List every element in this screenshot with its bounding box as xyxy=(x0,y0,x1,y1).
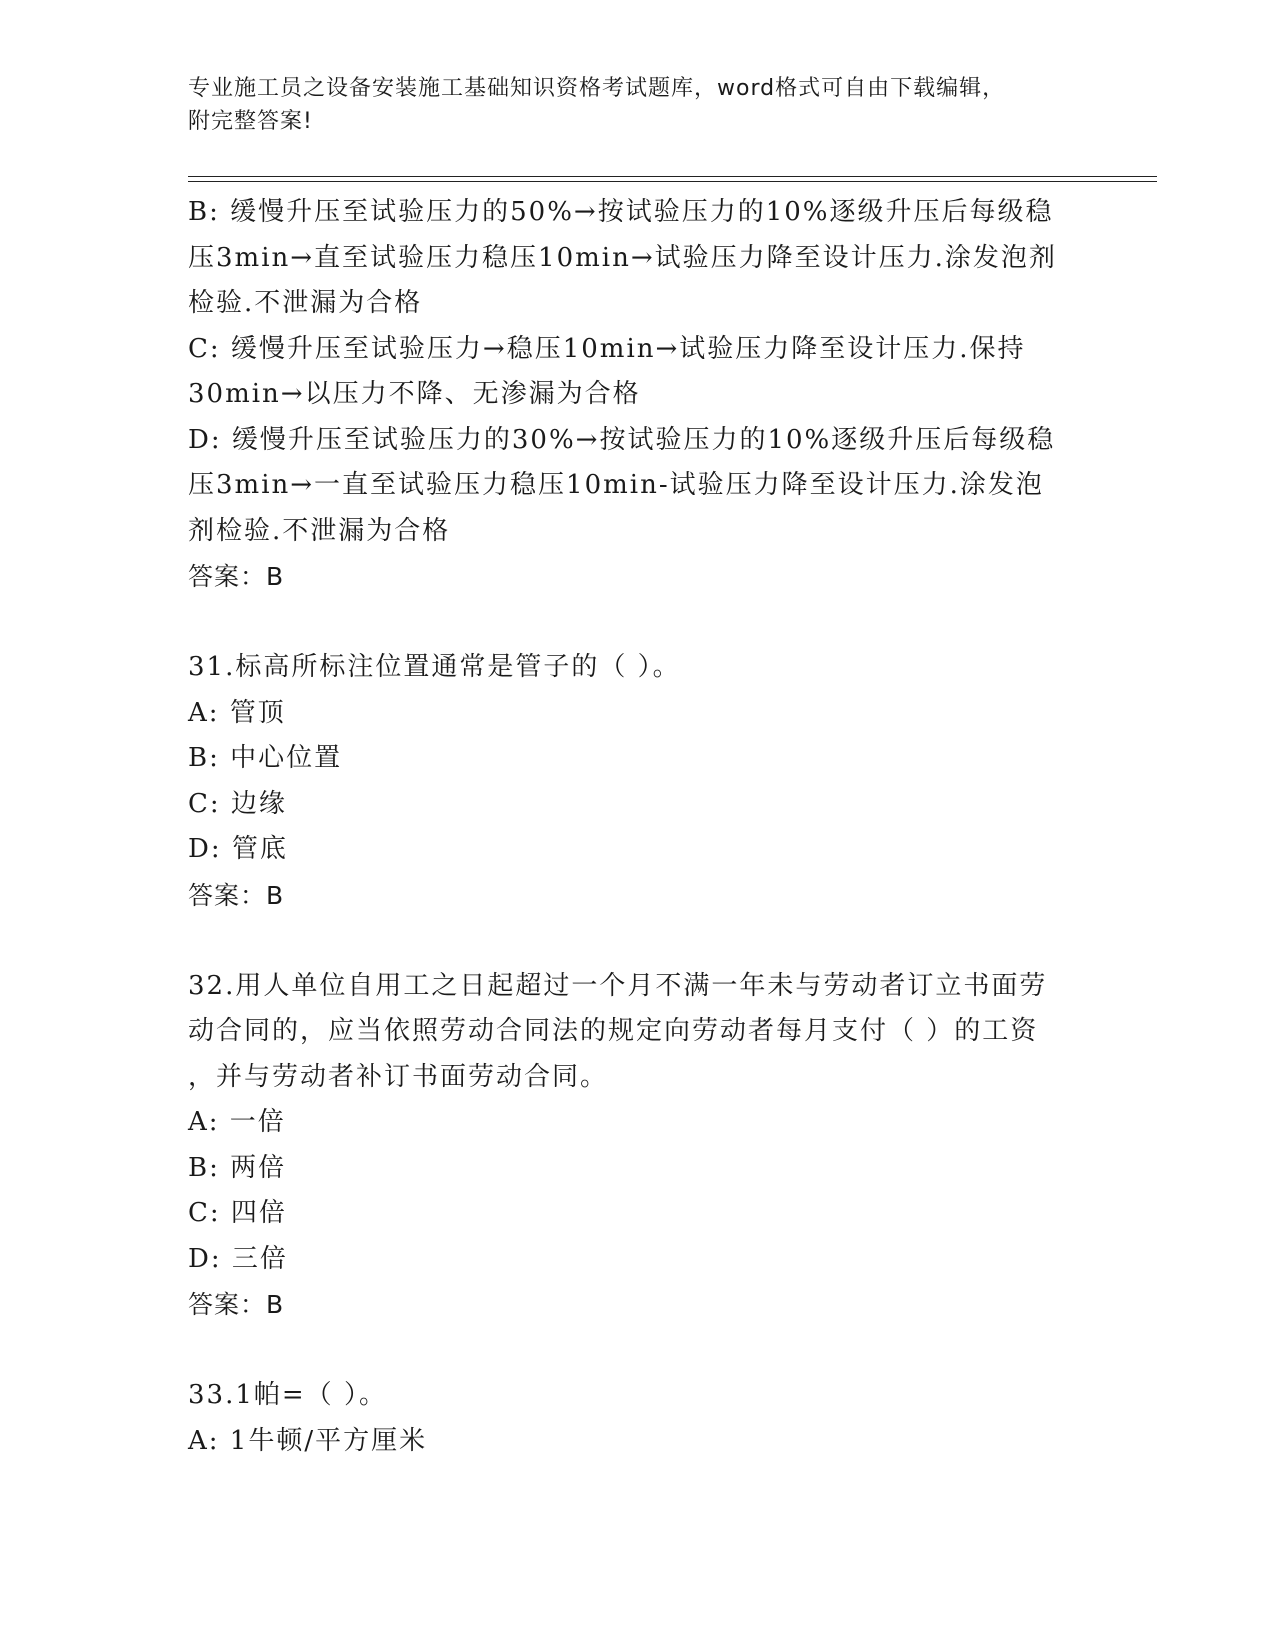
q30-option-b-line-1: B: 缓慢升压至试验压力的50%→按试验压力的10%逐级升压后每级稳 xyxy=(188,197,1054,227)
q31-question: 31.标高所标注位置通常是管子的（ ）。 xyxy=(188,652,681,682)
q30-option-b-line-2: 压3min→直至试验压力稳压10min→试验压力降至设计压力.涂发泡剂 xyxy=(188,242,1057,273)
question-31-block xyxy=(188,645,1088,918)
question-32-block xyxy=(188,964,1088,1328)
document-header xyxy=(188,72,1088,138)
q31-option-c: C: 边缘 xyxy=(188,788,287,819)
header-line-1: 专业施工员之设备安装施工基础知识资格考试题库，word格式可自由下载编辑， xyxy=(188,76,1006,101)
q31-option-d: D: 管底 xyxy=(188,834,288,864)
header-line-2: 附完整答案! xyxy=(188,109,313,134)
q32-question-line-3: ，并与劳动者补订书面劳动合同。 xyxy=(188,1061,609,1092)
q31-answer: 答案：B xyxy=(188,880,285,910)
q30-option-d-line-3: 剂检验.不泄漏为合格 xyxy=(188,515,451,546)
spacer xyxy=(188,1328,1088,1374)
q30-option-d-line-1: D: 缓慢升压至试验压力的30%→按试验压力的10%逐级升压后每级稳 xyxy=(188,424,1056,455)
q32-question-line-2: 动合同的，应当依照劳动合同法的规定向劳动者每月支付（ ）的工资 xyxy=(188,1016,1039,1046)
q32-option-c: C: 四倍 xyxy=(188,1198,287,1228)
q32-option-d: D: 三倍 xyxy=(188,1243,288,1274)
question-33-block xyxy=(188,1373,1088,1464)
q32-question-line-1: 32.用人单位自用工之日起超过一个月不满一年未与劳动者订立书面劳 xyxy=(188,970,1048,1001)
q33-option-a: A: 1牛顿/平方厘米 xyxy=(188,1425,428,1456)
q32-answer: 答案：B xyxy=(188,1290,285,1319)
q32-option-a: A: 一倍 xyxy=(188,1107,286,1137)
q32-option-b: B: 两倍 xyxy=(188,1152,287,1183)
q30-option-c-line-2: 30min→以压力不降、无渗漏为合格 xyxy=(188,379,641,409)
header-divider-top xyxy=(188,176,1157,177)
q30-answer: 答案：B xyxy=(188,562,285,591)
header-divider-bottom xyxy=(188,181,1157,182)
spacer xyxy=(188,600,1088,646)
q30-option-b-line-3: 检验.不泄漏为合格 xyxy=(188,288,423,318)
document-body xyxy=(188,190,1088,1464)
q30-option-c-line-1: C: 缓慢升压至试验压力→稳压10min→试验压力降至设计压力.保持 xyxy=(188,333,1026,364)
q33-question: 33.1帕=（ ）。 xyxy=(188,1380,387,1410)
q30-option-d-line-2: 压3min→一直至试验压力稳压10min-试验压力降至设计压力.涂发泡 xyxy=(188,470,1044,500)
q31-option-a: A: 管顶 xyxy=(188,697,286,728)
question-30-block xyxy=(188,190,1088,600)
spacer xyxy=(188,918,1088,964)
q31-option-b: B: 中心位置 xyxy=(188,743,343,773)
